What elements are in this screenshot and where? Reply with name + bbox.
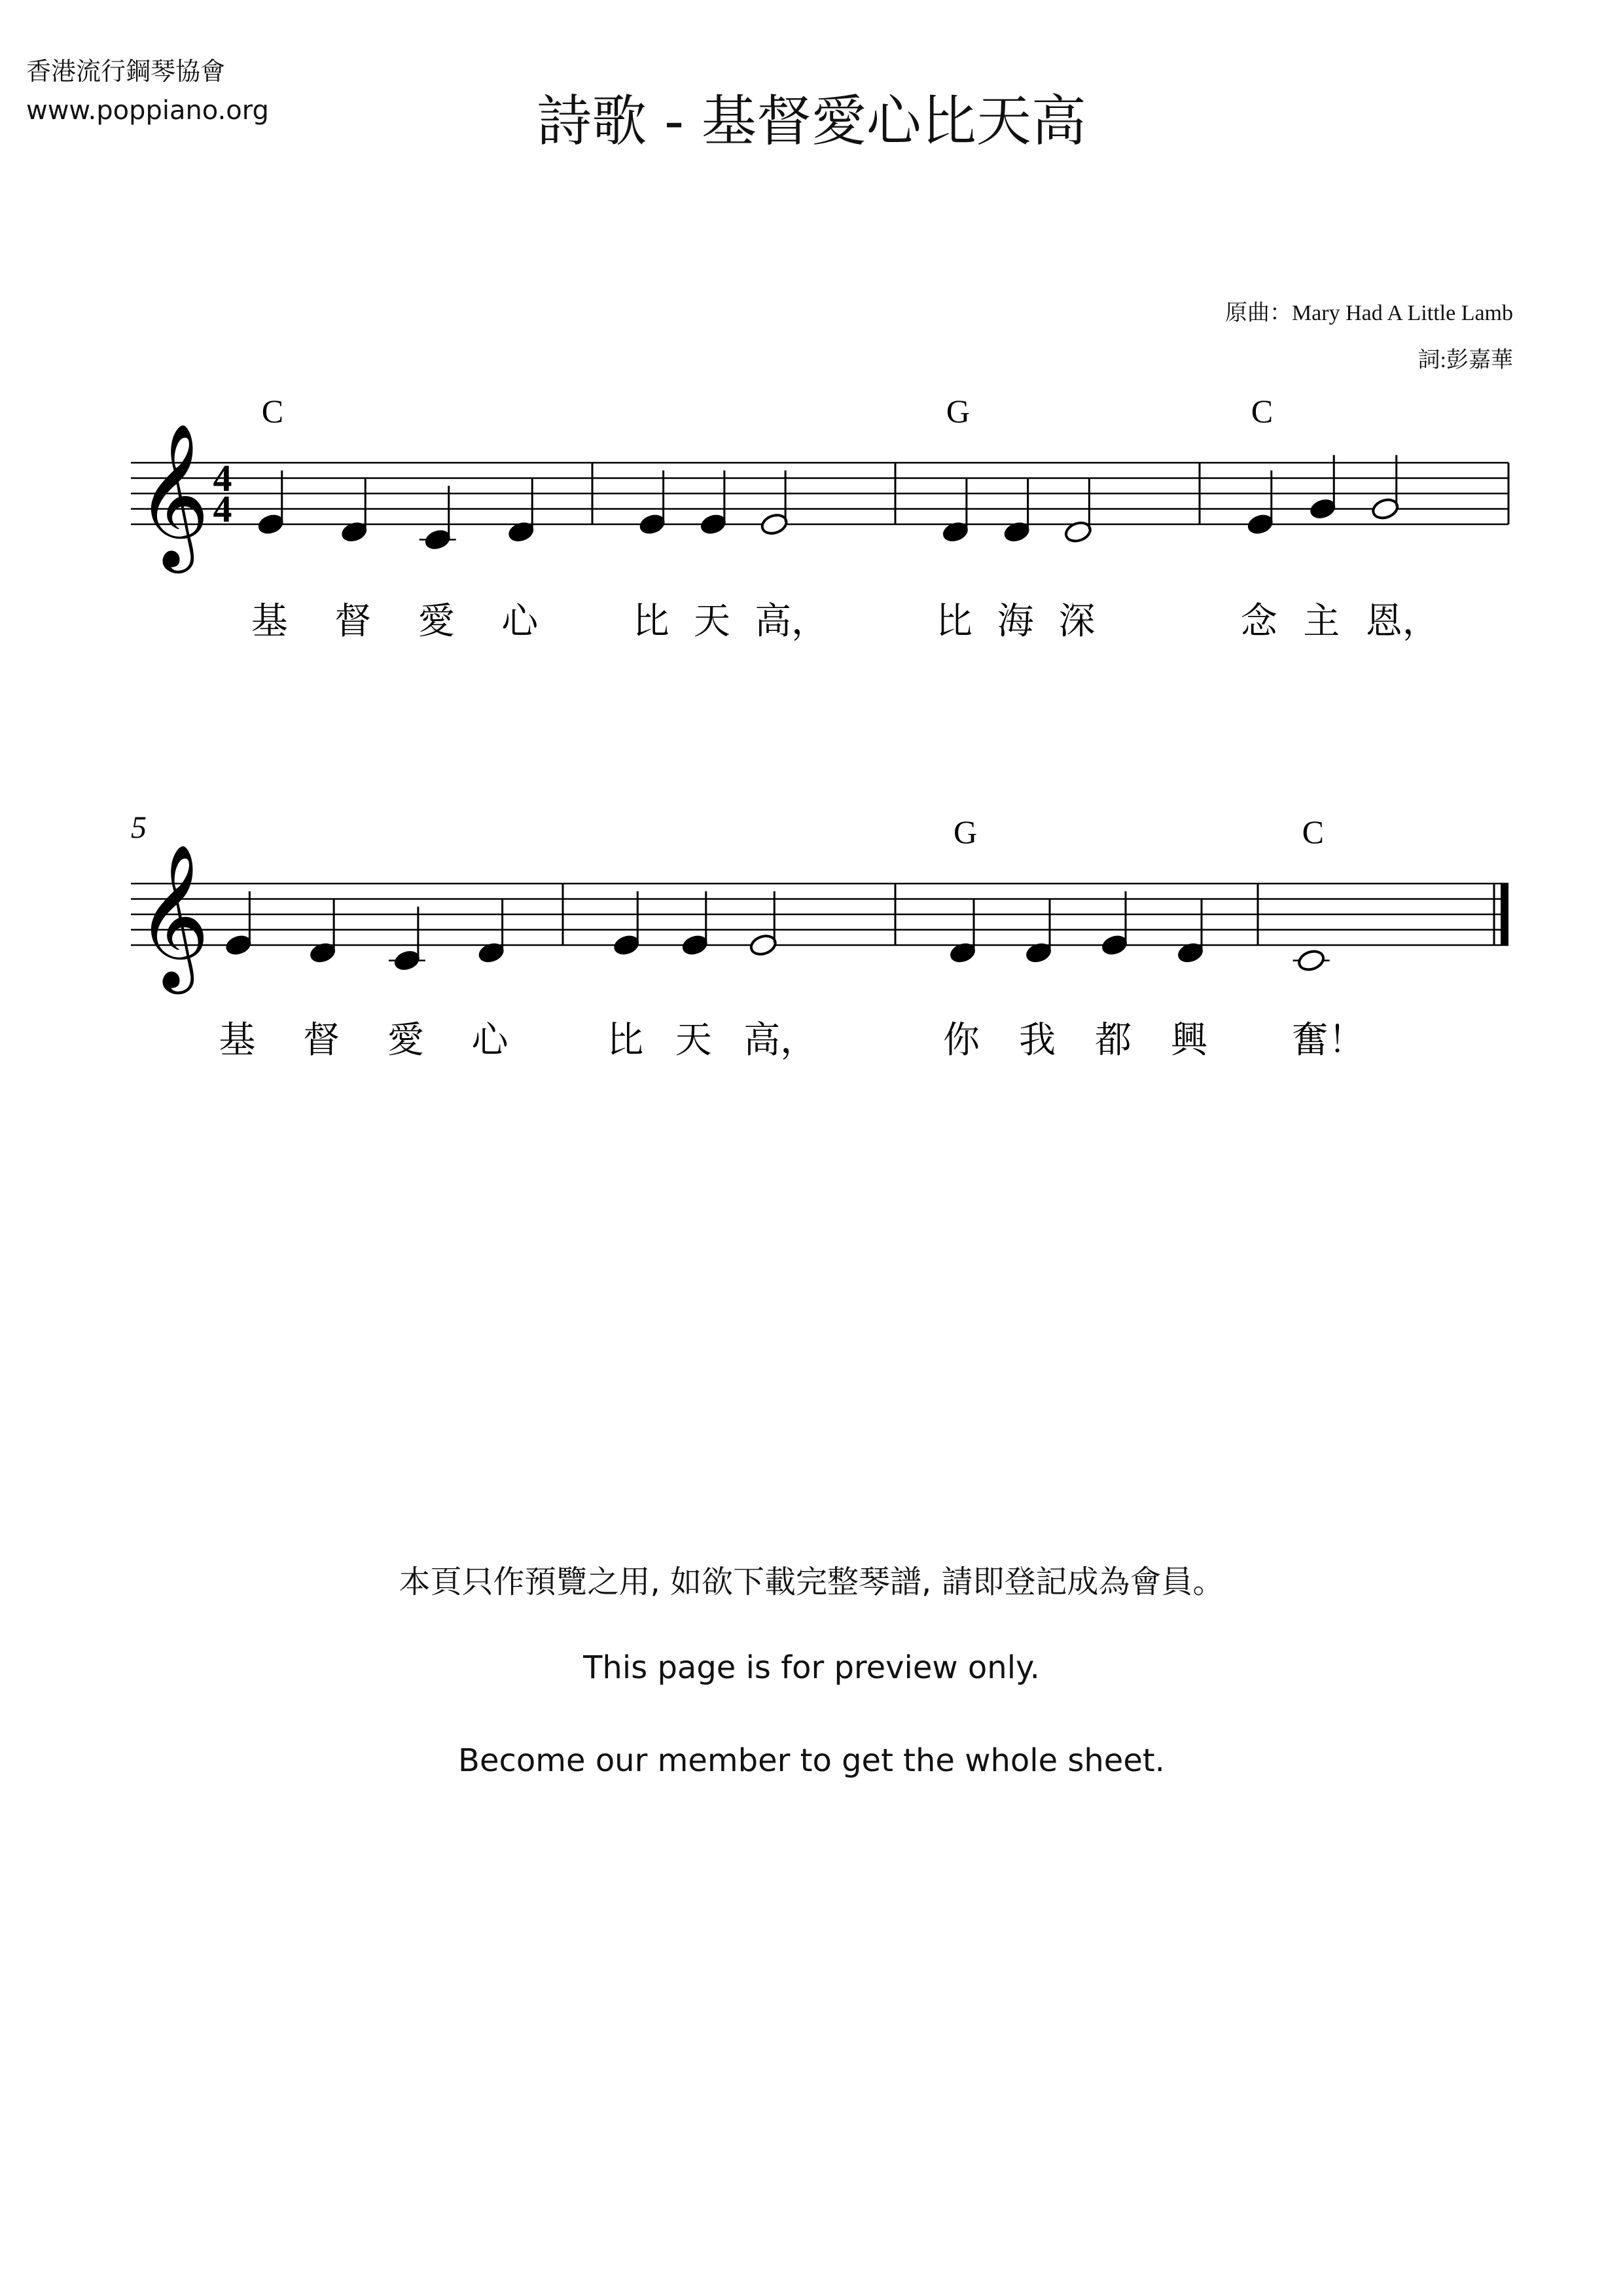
lyric-syllable: 你 [943,1019,980,1062]
lyric-syllable: 心 [501,600,539,643]
measure-number: 5 [131,810,147,845]
lyric-syllable: 興 [1171,1019,1207,1062]
lyric-syllable: 比 [935,600,972,643]
lyric-syllable: 主 [1303,600,1340,643]
chord-symbol: C [261,393,284,429]
lyric-syllable: 海 [997,600,1034,643]
chord-symbol: C [1251,393,1274,429]
lyric-syllable: 愛 [387,1019,424,1062]
lyric-syllable: 天 [675,1019,712,1062]
lyric-syllable: 基 [219,1019,256,1062]
lyric-syllable: 心 [471,1019,508,1062]
treble-clef-icon: 𝄞 [136,422,210,567]
page-title: 詩歌 - 基督愛心比天高 [537,89,1086,153]
lyric-syllable: 愛 [418,600,455,643]
lyric-syllable: 比 [632,600,669,643]
note-head [1296,948,1326,973]
final-barline-thick [1501,884,1508,945]
lyric-syllable: 基 [251,600,288,643]
chord-symbol: G [954,814,978,850]
music-score [0,0,1623,1113]
lyric-syllable: 比 [607,1019,644,1062]
time-signature-top: 4 [213,457,232,499]
lyric-syllable: 深 [1058,600,1096,643]
lyric-syllable: 恩， [1365,600,1439,643]
lyric-syllable: 我 [1019,1019,1056,1062]
chord-symbol: G [946,393,970,429]
lyric-syllable: 高， [743,1019,817,1062]
lyric-syllable: 天 [693,600,730,643]
preview-notice-chinese: 本頁只作預覽之用, 如欲下載完整琴譜, 請即登記成為會員。 [399,1564,1224,1600]
lyric-syllable: 督 [303,1019,340,1062]
lyric-syllable: 奮！ [1291,1019,1365,1062]
credit-original-tune: 原曲：Mary Had A Little Lamb [1224,301,1513,325]
lyric-syllable: 督 [334,600,372,643]
credit-lyricist: 詞:彭嘉華 [1418,348,1513,372]
preview-notice-english-line2: Become our member to get the whole sheet. [458,1742,1165,1779]
lyric-syllable: 高， [755,600,829,643]
treble-clef-icon: 𝄞 [136,843,210,988]
lyric-syllable: 念 [1240,600,1277,643]
lyric-syllable: 都 [1095,1019,1132,1062]
time-signature-bottom: 4 [213,488,232,530]
chord-symbol: C [1302,814,1324,850]
preview-notice-english-line1: This page is for preview only. [583,1649,1040,1686]
site-name: 香港流行鋼琴協會 [26,57,226,86]
site-url[interactable]: www.poppiano.org [26,96,269,126]
